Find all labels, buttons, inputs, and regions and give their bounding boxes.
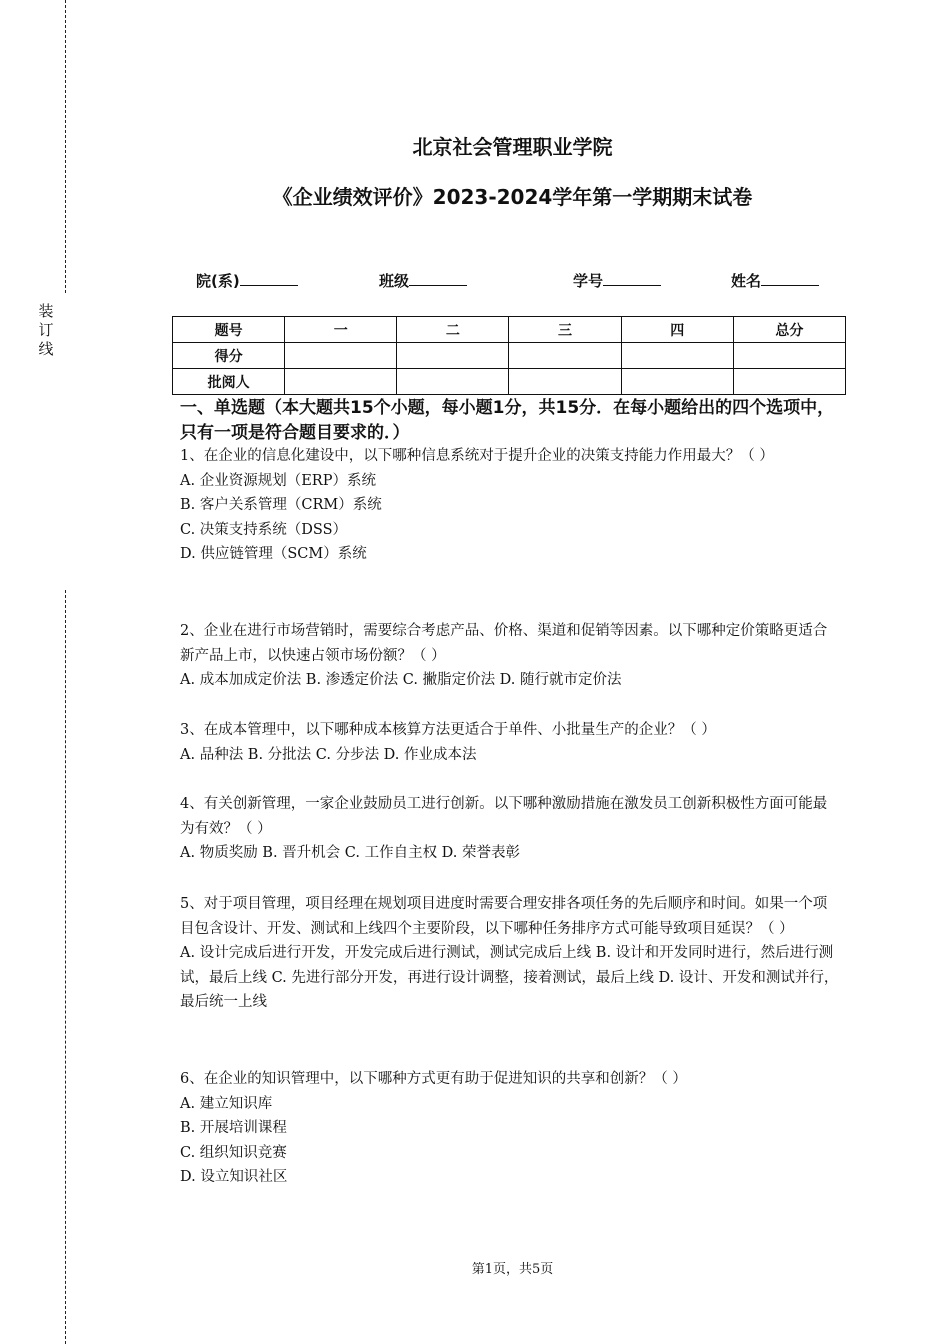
question-stem: 5、对于项目管理，项目经理在规划项目进度时需要合理安排各项任务的先后顺序和时间。如果一个项目包含设计、开发、测试和上线四个主要阶段，以下哪种任务排序方式可能导致项目延误？（ ）: [180, 896, 828, 937]
reviewer-cell: [397, 369, 509, 395]
binding-line-bottom: [65, 590, 66, 1344]
name-field: [731, 270, 819, 291]
question-5: [180, 892, 840, 1015]
class-field: [379, 270, 467, 291]
score-table-header-row: [173, 317, 846, 343]
option: A. 企业资源规划（ERP）系统: [180, 472, 376, 489]
score-header-cell: 题号: [173, 317, 285, 343]
score-cell: [621, 343, 733, 369]
question-stem: 6、在企业的知识管理中，以下哪种方式更有助于促进知识的共享和创新？（ ）: [180, 1071, 687, 1087]
reviewer-row: [173, 369, 846, 395]
reviewer-row-label: 批阅人: [173, 369, 285, 395]
options-inline: A. 品种法 B. 分批法 C. 分步法 D. 作业成本法: [180, 746, 477, 763]
student-id-field: [573, 270, 661, 291]
option-list: [180, 469, 840, 567]
score-header-cell: 二: [397, 317, 509, 343]
school-name: 北京社会管理职业学院: [412, 135, 613, 159]
student-id-blank: [603, 270, 661, 286]
question-stem: 3、在成本管理中，以下哪种成本核算方法更适合于单件、小批量生产的企业？（ ）: [180, 722, 716, 738]
question-stem: 4、有关创新管理，一家企业鼓励员工进行创新。以下哪种激励措施在激发员工创新积极性方面可能最为有效？（ ）: [180, 796, 828, 837]
score-header-cell: 总分: [733, 317, 845, 343]
options-inline: A. 设计完成后进行开发，开发完成后进行测试，测试完成后上线 B. 设计和开发同时进行，然后进行测试，最后上线 C. 先进行部分开发，再进行设计调整，接着测试，最后上线 D. 设计、开发和测试并行，最后统一上线: [180, 945, 839, 1010]
question-stem: 1、在企业的信息化建设中，以下哪种信息系统对于提升企业的决策支持能力作用最大？（ ）: [180, 448, 774, 464]
student-id-label: 学号: [573, 272, 604, 290]
reviewer-cell: [621, 369, 733, 395]
department-field: [196, 270, 298, 291]
option-list: [180, 1092, 840, 1190]
score-header-cell: 三: [509, 317, 621, 343]
class-blank: [409, 270, 467, 286]
option: A. 建立知识库: [180, 1095, 273, 1112]
option: C. 决策支持系统（DSS）: [180, 521, 348, 538]
score-header-cell: 一: [285, 317, 397, 343]
reviewer-cell: [285, 369, 397, 395]
option: B. 开展培训课程: [180, 1120, 287, 1136]
question-2: [180, 619, 840, 693]
score-row: [173, 343, 846, 369]
page-number: 第1页，共5页: [471, 1262, 554, 1277]
score-cell: [397, 343, 509, 369]
score-cell: [509, 343, 621, 369]
options-inline: A. 成本加成定价法 B. 渗透定价法 C. 撇脂定价法 D. 随行就市定价法: [180, 672, 622, 688]
score-table: [172, 316, 846, 395]
binding-label: 装订线: [38, 302, 54, 358]
score-header-cell: 四: [621, 317, 733, 343]
exam-title: 《企业绩效评价》2023-2024学年第一学期期末试卷: [272, 185, 753, 209]
reviewer-cell: [733, 369, 845, 395]
options-inline: A. 物质奖励 B. 晋升机会 C. 工作自主权 D. 荣誉表彰: [180, 845, 521, 861]
question-6: [180, 1067, 840, 1190]
question-4: [180, 792, 840, 866]
score-row-label: 得分: [173, 343, 285, 369]
option: C. 组织知识竞赛: [180, 1144, 287, 1161]
score-cell: [733, 343, 845, 369]
score-cell: [285, 343, 397, 369]
question-stem: 2、企业在进行市场营销时，需要综合考虑产品、价格、渠道和促销等因素。以下哪种定价策略更适合新产品上市，以快速占领市场份额？（ ）: [180, 623, 828, 664]
option: D. 供应链管理（SCM）系统: [180, 546, 367, 562]
department-blank: [240, 270, 298, 286]
option: B. 客户关系管理（CRM）系统: [180, 497, 382, 513]
name-blank: [761, 270, 819, 286]
department-label: 院(系): [196, 272, 240, 290]
class-label: 班级: [379, 272, 410, 290]
reviewer-cell: [509, 369, 621, 395]
name-label: 姓名: [731, 272, 762, 290]
section-heading: 一、单选题（本大题共15个小题，每小题1分，共15分．在每小题给出的四个选项中，只有一项是符合题目要求的．）: [180, 398, 835, 443]
question-3: [180, 718, 840, 767]
question-1: [180, 444, 840, 567]
option: D. 设立知识社区: [180, 1169, 288, 1185]
